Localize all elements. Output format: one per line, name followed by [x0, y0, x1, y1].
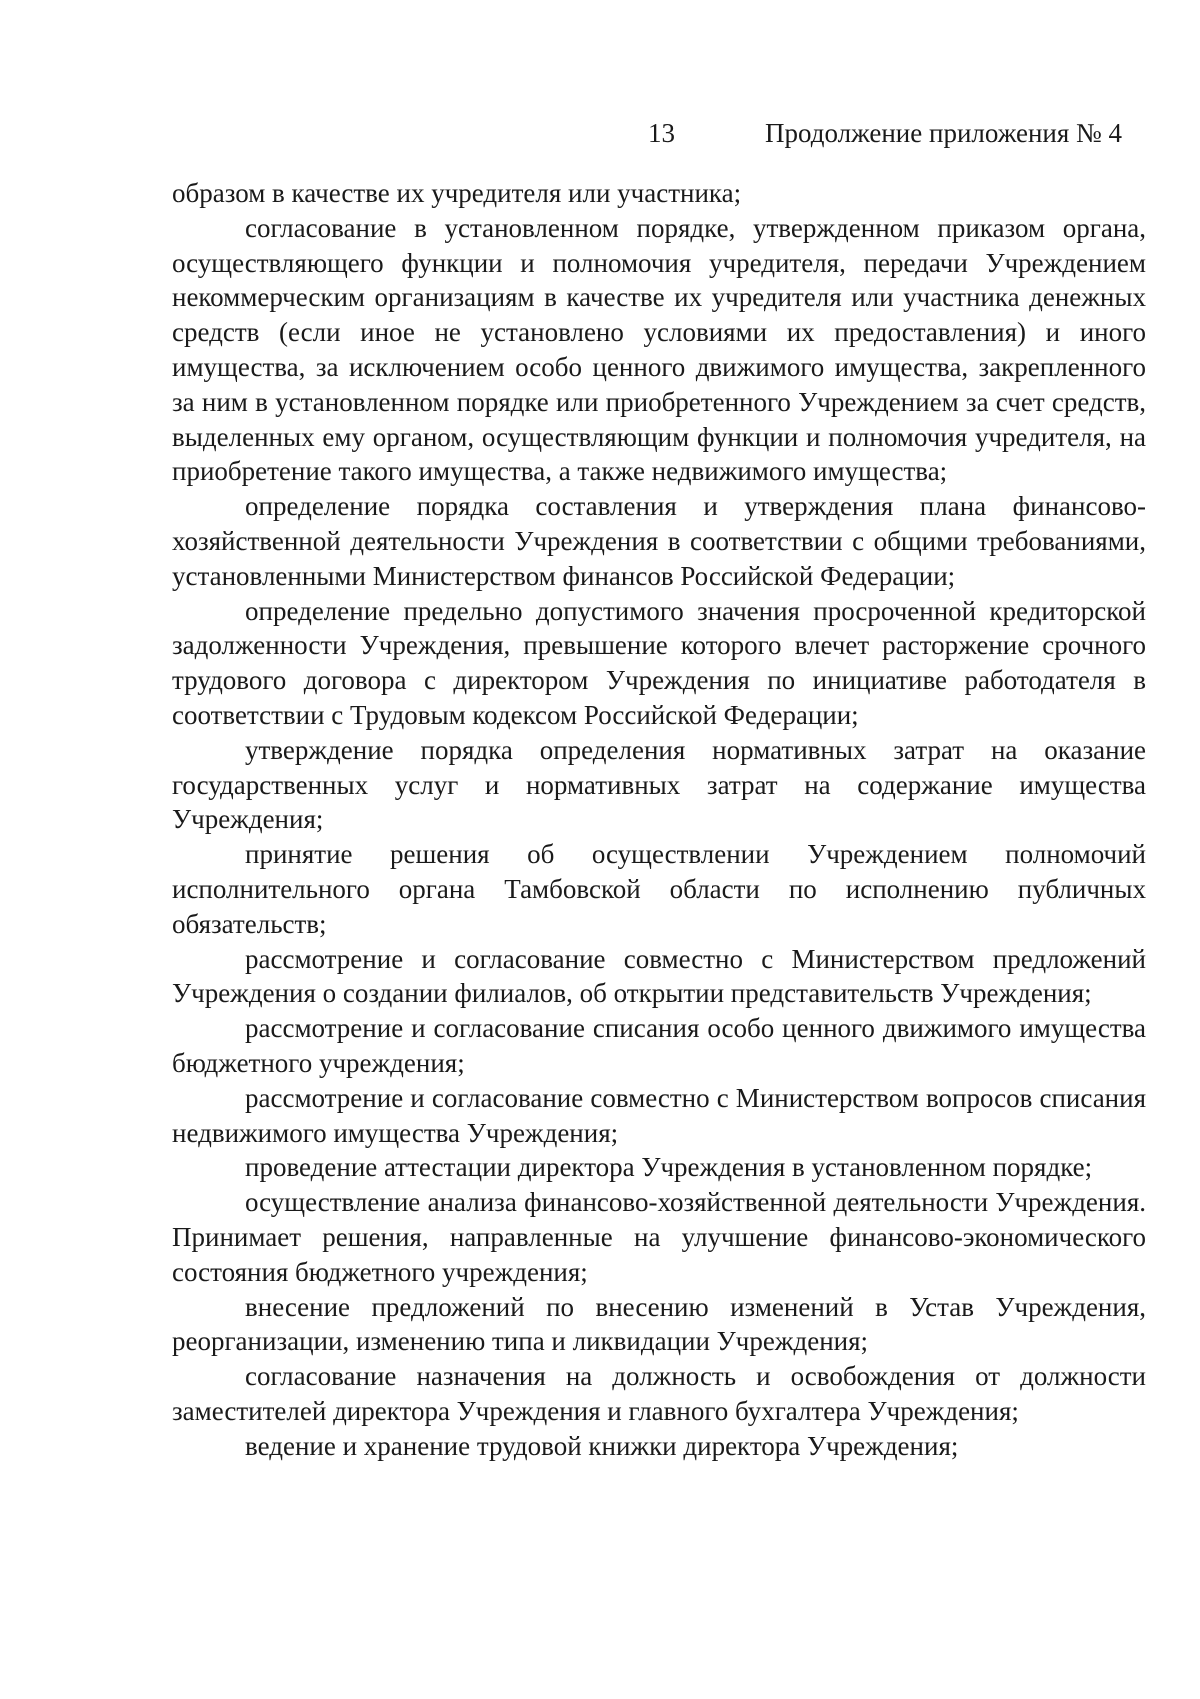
paragraph: определение предельно допустимого значения просроченной кредиторской задолженности Учреждения, превышение которого влечет расторжение срочного трудового договора с директором Учреждения по инициативе работодателя в соответствии с Трудовым кодексом Российской Федерации; [172, 595, 1146, 730]
paragraph: рассмотрение и согласование совместно с Министерством предложений Учреждения о создании филиалов, об открытии представительств Учреждения; [172, 943, 1146, 1009]
paragraph: рассмотрение и согласование списания особо ценного движимого имущества бюджетного учреждения; [172, 1013, 1146, 1078]
paragraph: ведение и хранение трудовой книжки директора Учреждения; [245, 1430, 959, 1461]
paragraph: внесение предложений по внесению изменений в Устав Учреждения, реорганизации, изменению типа и ликвидации Учреждения; [172, 1291, 1146, 1357]
paragraph: согласование в установленном порядке, утвержденном приказом органа, осуществляющего функции и полномочия учредителя, передачи Учреждением некоммерческим организациям в качестве их учредителя или участника денежных средств (если иное не установлено условиями их предоставления) и иного имущества, за исключением особо ценного движимого имущества, закрепленного за ним в установленном порядке или приобретенного Учреждением за счет средств, выделенных ему органом, осуществляющим функции и полномочия учредителя, на приобретение такого имущества, а также недвижимого имущества; [172, 212, 1146, 487]
paragraph: утверждение порядка определения нормативных затрат на оказание государственных услуг и нормативных затрат на содержание имущества Учреждения; [172, 734, 1146, 835]
document-body [172, 176, 1146, 1463]
paragraph: определение порядка составления и утверждения плана финансово-хозяйственной деятельности Учреждения в соответствии с общими требованиями, установленными Министерством финансов Российской Федерации; [172, 491, 1146, 591]
paragraph: рассмотрение и согласование совместно с Министерством вопросов списания недвижимого имущества Учреждения; [172, 1082, 1146, 1148]
paragraph: осуществление анализа финансово-хозяйственной деятельности Учреждения. Принимает решения, направленные на улучшение финансово-экономического состояния бюджетного учреждения; [172, 1187, 1146, 1287]
paragraph: согласование назначения на должность и освобождения от должности заместителей директора Учреждения и главного бухгалтера Учреждения; [172, 1361, 1146, 1426]
paragraph: проведение аттестации директора Учреждения в установленном порядке; [245, 1152, 1093, 1183]
page-header [0, 113, 1200, 153]
paragraph: принятие решения об осуществлении Учреждением полномочий исполнительного органа Тамбовской области по исполнению публичных обязательств; [172, 839, 1146, 939]
paragraph: образом в качестве их учредителя или участника; [172, 178, 742, 208]
appendix-continuation-title: Продолжение приложения № 4 [765, 118, 1123, 148]
page-number: 13 [648, 118, 675, 148]
